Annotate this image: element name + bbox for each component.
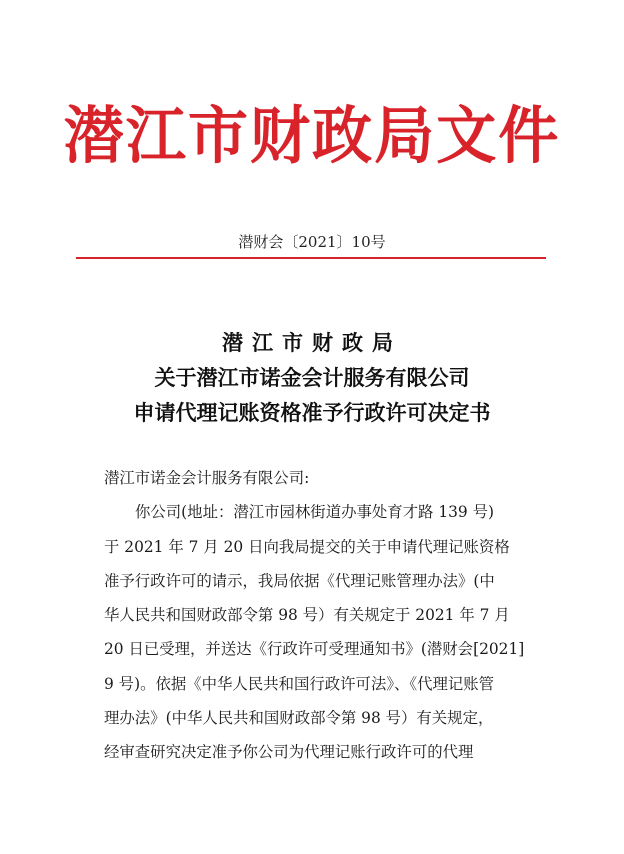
salutation: 潜江市诺金会计服务有限公司: <box>104 469 310 487</box>
title-line-decision: 申请代理记账资格准予行政许可决定书 <box>133 401 491 425</box>
red-divider <box>76 257 546 259</box>
body-line: 理办法》(中华人民共和国财政部令第 98 号）有关规定， <box>104 709 494 728</box>
body-line: 准予行政许可的请示，我局依据《代理记账管理办法》(中 <box>104 571 495 590</box>
title-line-subject: 关于潜江市诺金会计服务有限公司 <box>154 366 470 390</box>
document-title <box>0 326 624 431</box>
title-line-issuer: 潜江市财政局 <box>222 331 402 355</box>
body-line: 你公司(地址：潜江市园林街道办事处育才路 139 号) <box>135 503 494 522</box>
document-number: 潜财会〔2021〕10号 <box>238 233 386 251</box>
body-line: 经审查研究决定准予你公司为代理记账行政许可的代理 <box>104 743 474 762</box>
issuer-header: 潜江市财政局文件 <box>63 99 561 172</box>
body-paragraph <box>104 495 544 769</box>
body-line: 20 日已受理，并送达《行政许可受理通知书》(潜财会[2021] <box>104 640 525 659</box>
document-body <box>104 461 544 770</box>
body-line: 于 2021 年 7 月 20 日向我局提交的关于申请代理记账资格 <box>104 537 510 556</box>
body-line: 9 号)。依据《中华人民共和国行政许可法》、《代理记账管 <box>104 674 495 693</box>
body-line: 华人民共和国财政部令第 98 号）有关规定于 2021 年 7 月 <box>104 606 510 625</box>
